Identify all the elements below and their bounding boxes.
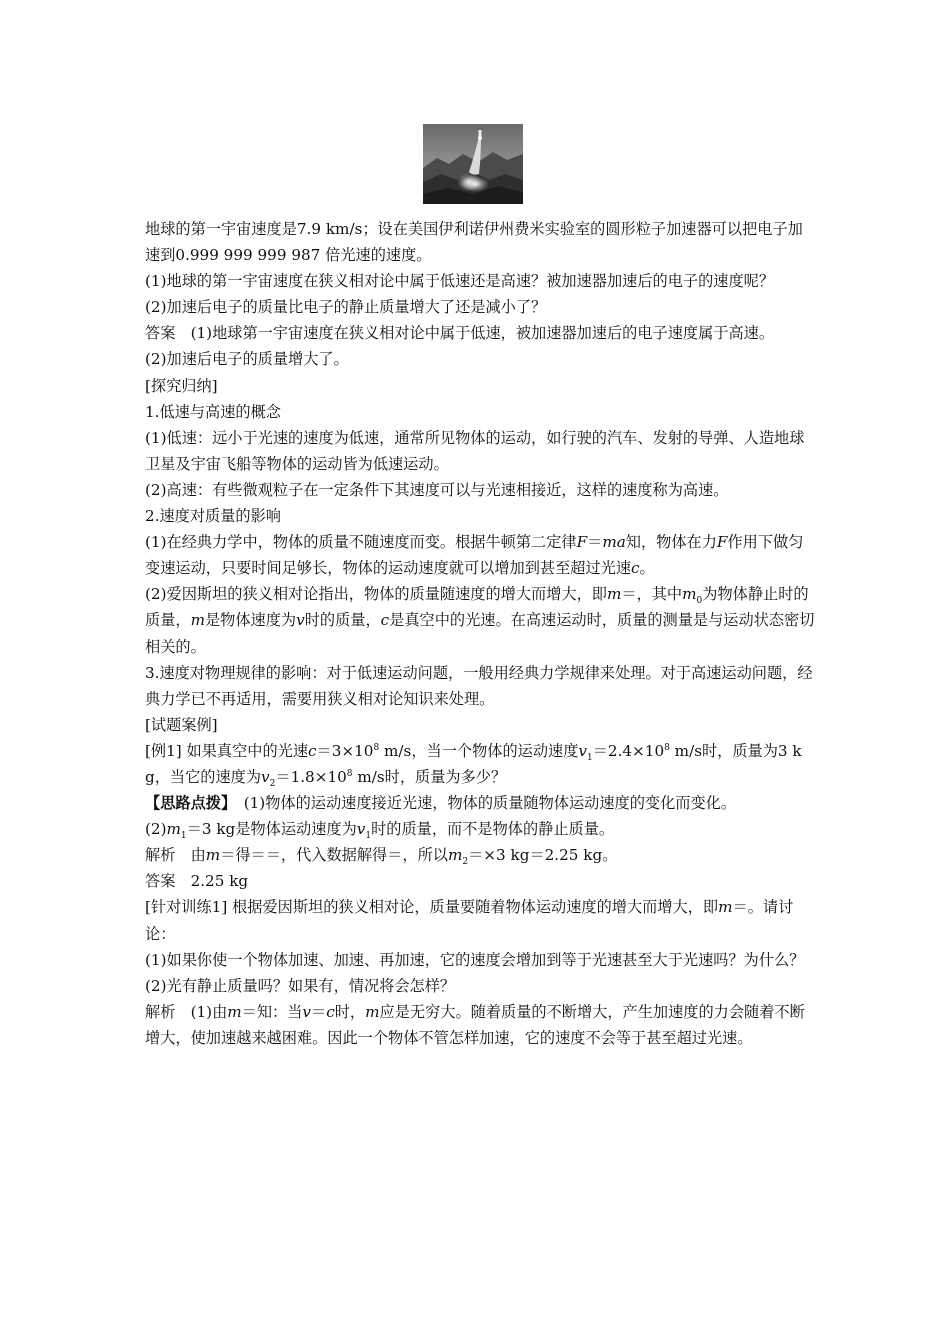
training-question-2: (2)光有静止质量吗？如果有，情况将会怎样？ [145, 976, 456, 995]
question-1: (1)地球的第一宇宙速度在狭义相对论中属于低速还是高速？被加速器加速后的电子的速度呢？ [145, 272, 775, 291]
subsection-2-title: 2.速度对质量的影响 [145, 507, 281, 526]
subsection-1-item-2: (2)高速：有些微观粒子在一定条件下其速度可以与光速相接近，这样的速度称为高速。 [145, 480, 729, 499]
training-solution: 解析 (1)由m＝知：当v＝c时，m应是无穷大。随着质量的不断增大，产生加速度的力会随着不断增大，使加速越来越困难。因此一个物体不管怎样加速，它的速度不会等于甚至超过光速。 [145, 1002, 805, 1047]
rocket-launch-image [423, 124, 523, 204]
subsection-1-title: 1.低速与高速的概念 [145, 402, 281, 421]
subsection-2-item-1: (1)在经典力学中，物体的质量不随速度而变。根据牛顿第二定律F＝ma知，物体在力F作用下做匀变速运动，只要时间足够长，物体的运动速度就可以增加到甚至超过光速c。 [145, 533, 804, 578]
answer-example-1: 答案 2.25 kg [145, 872, 249, 891]
subsection-2-item-2: (2)爱因斯坦的狭义相对论指出，物体的质量随速度的增大而增大，即m＝，其中$m_0$为物体静止时的质量，m是物体速度为v时的质量，c是真空中的光速。在高速运动时，质量的测量是与运动状态密切相关的。 [145, 585, 815, 656]
hint-2: $(2)m_1=3$ kg是物体运动速度为$v_1$时的质量，而不是物体的静止质量。 [145, 820, 615, 842]
example-1: [例1] 如果真空中的光速$c=3\times 10^8$ m/s，当一个物体的运动速度$v_1=2.4\times 10^8$ m/s时，质量为3 kg，当它的速度为$v_2=1.8\times 10^8$ m/s时，质量为多少？ [145, 741, 802, 789]
answer-2: (2)加速后电子的质量增大了。 [145, 350, 349, 369]
training-question-1: (1)如果你使一个物体加速、加速、再加速，它的速度会增加到等于光速甚至大于光速吗？为什么？ [145, 950, 805, 969]
question-2: (2)加速后电子的质量比电子的静止质量增大了还是减小了？ [145, 298, 547, 317]
section-explore-heading: [探究归纳] [145, 376, 218, 395]
article-body [145, 216, 815, 1051]
answer-1: 答案 (1)地球第一宇宙速度在狭义相对论中属于低速，被加速器加速后的电子速度属于高速。 [145, 324, 775, 343]
section-case-heading: [试题案例] [145, 715, 218, 734]
rocket-launch-photo [423, 124, 523, 204]
subsection-1-item-1: (1)低速：远小于光速的速度为低速，通常所见物体的运动，如行驶的汽车、发射的导弹、人造地球卫星及宇宙飞船等物体的运动皆为低速运动。 [145, 428, 805, 473]
hint-1: 【思路点拨】 (1)物体的运动速度接近光速，物体的质量随物体运动速度的变化而变化。 [145, 794, 737, 813]
training-1: [针对训练1] 根据爱因斯坦的狭义相对论，质量要随着物体运动速度的增大而增大，即m＝。请讨论： [145, 898, 794, 943]
intro-paragraph: 地球的第一宇宙速度是7.9 km/s；设在美国伊利诺伊州费米实验室的圆形粒子加速器可以把电子加速到0.999 999 999 987 倍光速的速度。 [145, 220, 803, 265]
solution-1: 解析 由m＝得＝＝，代入数据解得＝，所以$m_2=\times 3$ kg＝2.25 kg。 [145, 846, 618, 868]
subsection-3: 3.速度对物理规律的影响：对于低速运动问题，一般用经典力学规律来处理。对于高速运动问题，经典力学已不再适用，需要用狭义相对论知识来处理。 [145, 663, 813, 708]
